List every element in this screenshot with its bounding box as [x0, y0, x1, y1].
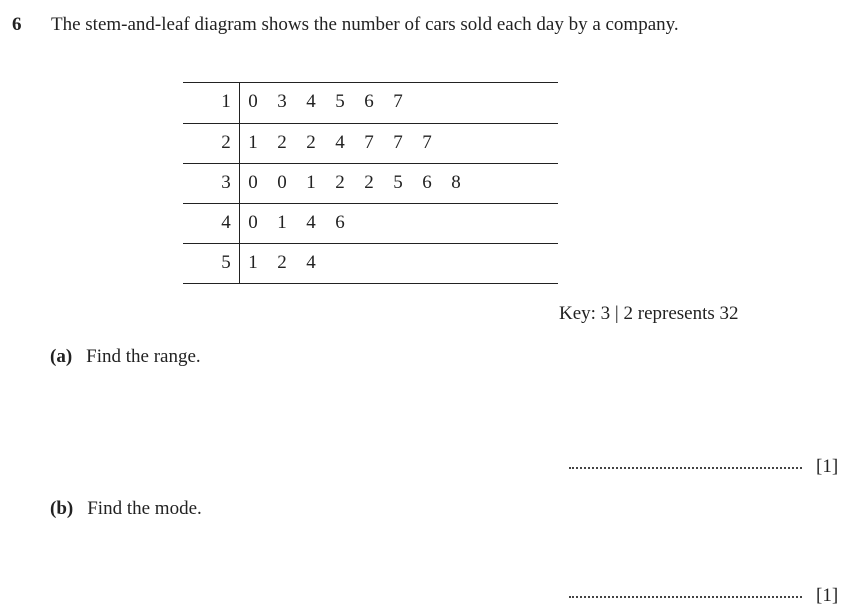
part-b-marks: [1] — [816, 585, 839, 606]
stem-value: 3 — [221, 172, 231, 193]
part-a — [50, 346, 201, 368]
part-a-answer — [569, 456, 838, 478]
leaf-value: 2 — [306, 132, 316, 153]
diagram-row — [183, 163, 558, 203]
leaf-value: 1 — [248, 132, 258, 153]
answer-dotted-line[interactable] — [569, 466, 802, 469]
leaf-value: 7 — [422, 132, 432, 153]
stem-value: 4 — [221, 212, 231, 233]
stem-and-leaf-diagram — [183, 82, 558, 283]
leaf-value: 3 — [277, 91, 287, 112]
leaf-value: 2 — [277, 132, 287, 153]
diagram-row — [183, 82, 558, 122]
part-b-answer — [569, 585, 838, 607]
diagram-row — [183, 123, 558, 163]
part-a-label: (a) — [50, 346, 73, 367]
leaf-value: 5 — [335, 91, 345, 112]
leaf-value: 6 — [422, 172, 432, 193]
leaf-value: 6 — [335, 212, 345, 233]
leaf-value: 0 — [248, 91, 258, 112]
question-number: 6 — [12, 14, 22, 35]
leaf-value: 2 — [335, 172, 345, 193]
leaf-value: 5 — [393, 172, 403, 193]
leaf-value: 0 — [248, 212, 258, 233]
leaf-value: 1 — [277, 212, 287, 233]
leaf-value: 4 — [306, 212, 316, 233]
part-b-label: (b) — [50, 498, 74, 519]
leaf-value: 0 — [277, 172, 287, 193]
leaf-value: 1 — [248, 252, 258, 273]
leaf-value: 7 — [393, 132, 403, 153]
part-a-marks: [1] — [816, 456, 839, 477]
leaf-value: 2 — [364, 172, 374, 193]
diagram-row — [183, 203, 558, 243]
part-b-text: Find the mode. — [87, 498, 202, 519]
leaf-value: 6 — [364, 91, 374, 112]
leaf-value: 0 — [248, 172, 258, 193]
leaf-value: 2 — [277, 252, 287, 273]
diagram-row — [183, 243, 558, 283]
diagram-key: Key: 3 | 2 represents 32 — [559, 303, 739, 324]
part-b — [50, 498, 202, 520]
diagram-rule — [183, 283, 558, 284]
part-a-text: Find the range. — [86, 346, 201, 367]
leaf-value: 4 — [306, 252, 316, 273]
leaf-value: 8 — [451, 172, 461, 193]
leaf-value: 1 — [306, 172, 316, 193]
stem-value: 5 — [221, 252, 231, 273]
leaf-value: 4 — [335, 132, 345, 153]
leaf-value: 7 — [364, 132, 374, 153]
question-text: The stem-and-leaf diagram shows the number of cars sold each day by a company. — [51, 14, 679, 35]
leaf-value: 7 — [393, 91, 403, 112]
answer-dotted-line[interactable] — [569, 595, 802, 598]
stem-value: 2 — [221, 132, 231, 153]
leaf-value: 4 — [306, 91, 316, 112]
stem-value: 1 — [221, 91, 231, 112]
